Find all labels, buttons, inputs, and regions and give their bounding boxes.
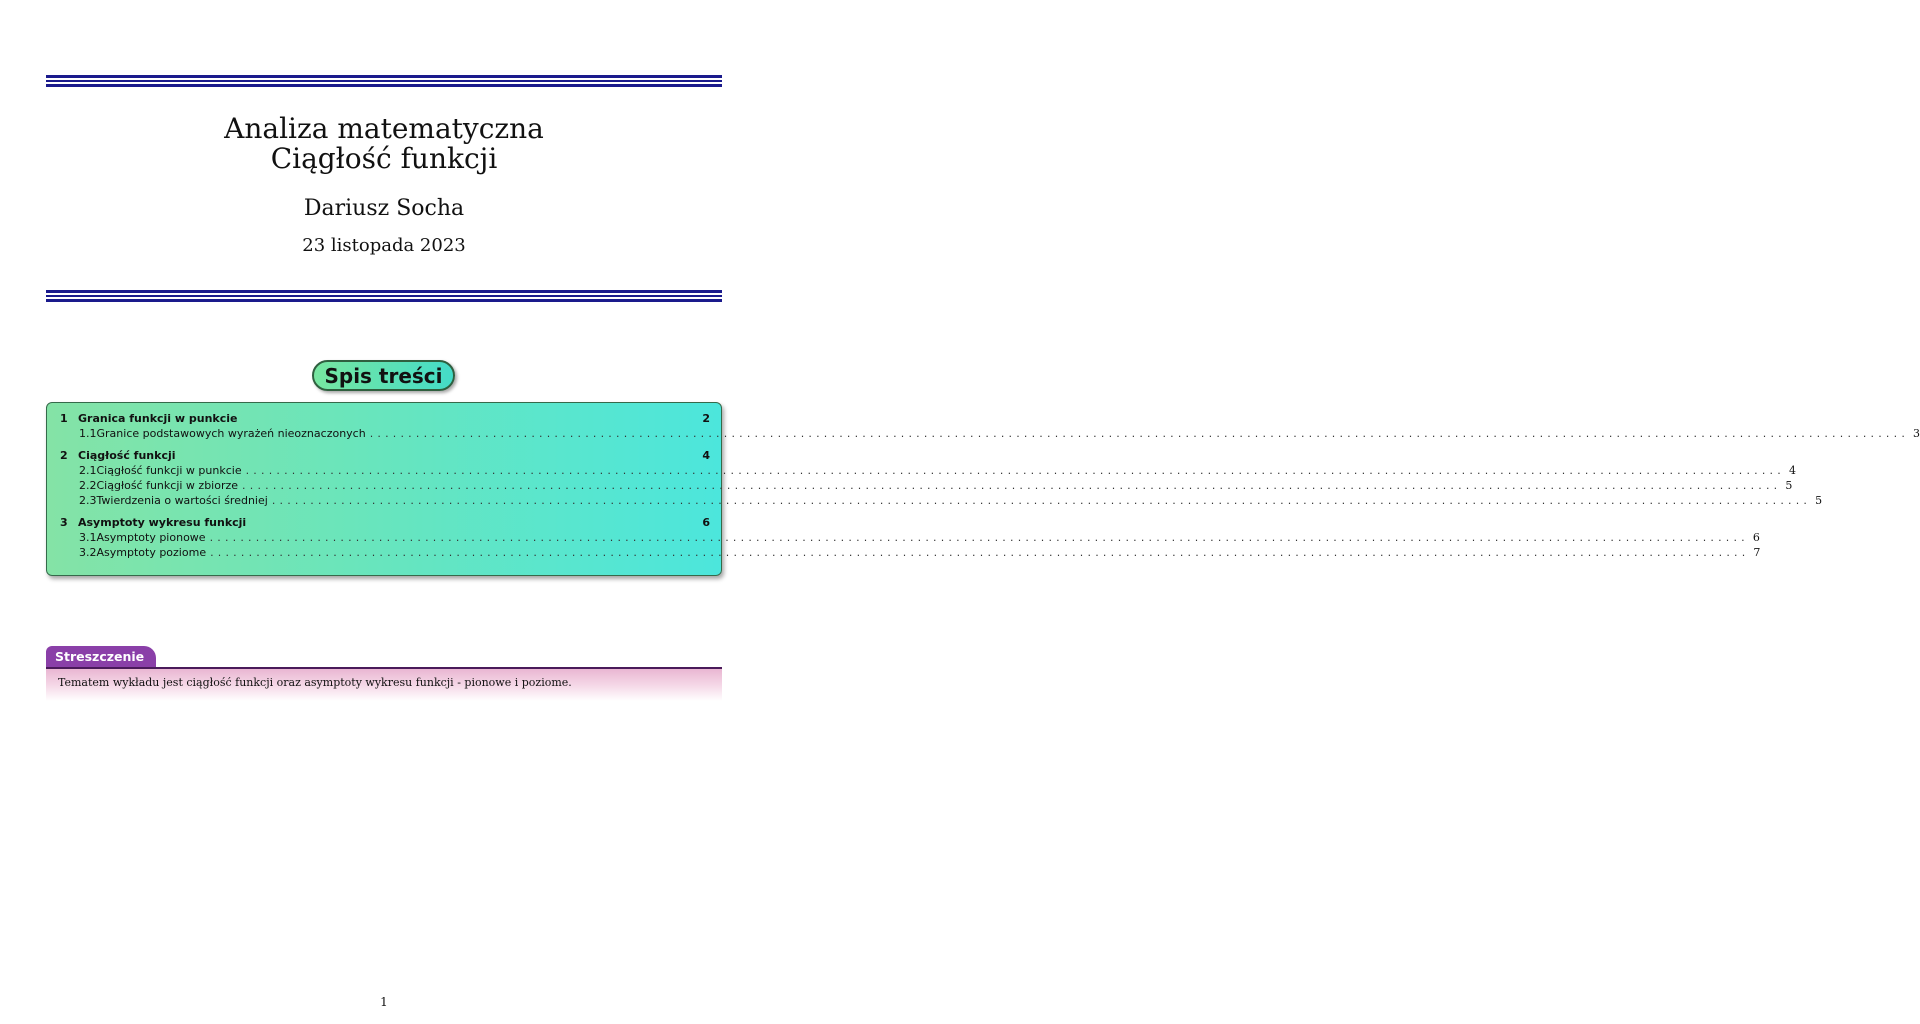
toc-leader-dots: ........................................................................................................................................................................................................ bbox=[369, 427, 1910, 440]
toc-section-title: Ciągłość funkcji bbox=[78, 449, 176, 462]
toc-section-entry[interactable] bbox=[60, 412, 710, 427]
page-number: 1 bbox=[380, 995, 388, 1009]
toc-section-entry[interactable] bbox=[60, 516, 710, 531]
toc-subsection-number: 3.2 bbox=[79, 546, 97, 559]
toc-subsection-entry[interactable] bbox=[60, 479, 1793, 494]
toc-subsection-number: 2.3 bbox=[79, 494, 97, 507]
toc-subsection-page: 7 bbox=[1753, 546, 1761, 559]
toc-section-number: 1 bbox=[60, 412, 68, 425]
toc-subsection-number: 3.1 bbox=[79, 531, 97, 544]
toc-subsection-entry[interactable] bbox=[60, 494, 1823, 509]
toc-leader-dots: ........................................................................................................................................................................................................ bbox=[271, 494, 1812, 507]
rule-line bbox=[46, 84, 722, 87]
toc-section-number: 3 bbox=[60, 516, 68, 529]
abstract-box bbox=[46, 669, 722, 701]
toc-section-number: 2 bbox=[60, 449, 68, 462]
toc-subsection-title: Granice podstawowych wyrażeń nieoznaczonych bbox=[96, 427, 366, 440]
top-double-rule bbox=[46, 75, 722, 89]
abstract-text: Tematem wykładu jest ciągłość funkcji oraz asymptoty wykresu funkcji - pionowe i poziome. bbox=[58, 676, 572, 689]
toc-subsection-entry[interactable] bbox=[60, 546, 1761, 561]
toc-leader-dots: ........................................................................................................................................................................................................ bbox=[245, 464, 1785, 477]
document-date: 23 listopada 2023 bbox=[302, 235, 466, 256]
toc-subsection-title: Asymptoty pionowe bbox=[96, 531, 206, 544]
rule-line bbox=[46, 75, 722, 78]
toc-leader-dots: ........................................................................................................................................................................................................ bbox=[209, 531, 1749, 544]
toc-subsection-page: 5 bbox=[1815, 494, 1823, 507]
rule-line bbox=[46, 290, 722, 293]
toc-section-page: 6 bbox=[702, 516, 710, 529]
table-of-contents bbox=[46, 402, 1920, 576]
toc-list bbox=[60, 412, 1920, 561]
abstract-tab: Streszczenie bbox=[46, 646, 156, 668]
toc-section-page: 2 bbox=[702, 412, 710, 425]
bottom-double-rule bbox=[46, 290, 722, 304]
toc-subsection-title: Twierdzenia o wartości średniej bbox=[96, 494, 268, 507]
toc-subsection-number: 2.1 bbox=[79, 464, 97, 477]
toc-subsection-number: 2.2 bbox=[79, 479, 97, 492]
toc-subsection-page: 6 bbox=[1752, 531, 1760, 544]
toc-subsection-entry[interactable] bbox=[60, 464, 1796, 479]
toc-subsection-page: 5 bbox=[1785, 479, 1793, 492]
toc-subsection-entry[interactable] bbox=[60, 531, 1760, 546]
toc-subsection-page: 3 bbox=[1913, 427, 1920, 440]
rule-line bbox=[46, 80, 722, 82]
toc-heading: Spis treści bbox=[312, 360, 455, 391]
toc-section-title: Granica funkcji w punkcie bbox=[78, 412, 238, 425]
rule-line bbox=[46, 299, 722, 302]
rule-line bbox=[46, 295, 722, 297]
toc-subsection-number: 1.1 bbox=[79, 427, 97, 440]
document-title bbox=[0, 114, 768, 174]
toc-spacer bbox=[60, 442, 710, 449]
toc-subsection-title: Asymptoty poziome bbox=[96, 546, 207, 559]
toc-spacer bbox=[60, 509, 710, 516]
toc-section-page: 4 bbox=[702, 449, 710, 462]
toc-subsection-title: Ciągłość funkcji w punkcie bbox=[96, 464, 242, 477]
toc-section-entry[interactable] bbox=[60, 449, 710, 464]
toc-section-title: Asymptoty wykresu funkcji bbox=[78, 516, 247, 529]
toc-subsection-title: Ciągłość funkcji w zbiorze bbox=[96, 479, 239, 492]
title-line-1: Analiza matematyczna bbox=[224, 112, 544, 145]
author-name: Dariusz Socha bbox=[303, 196, 465, 221]
toc-leader-dots: ........................................................................................................................................................................................................ bbox=[210, 546, 1750, 559]
title-line-2: Ciągłość funkcji bbox=[270, 142, 498, 175]
toc-leader-dots: ........................................................................................................................................................................................................ bbox=[242, 479, 1782, 492]
toc-subsection-entry[interactable] bbox=[60, 427, 1920, 442]
toc-subsection-page: 4 bbox=[1788, 464, 1796, 477]
